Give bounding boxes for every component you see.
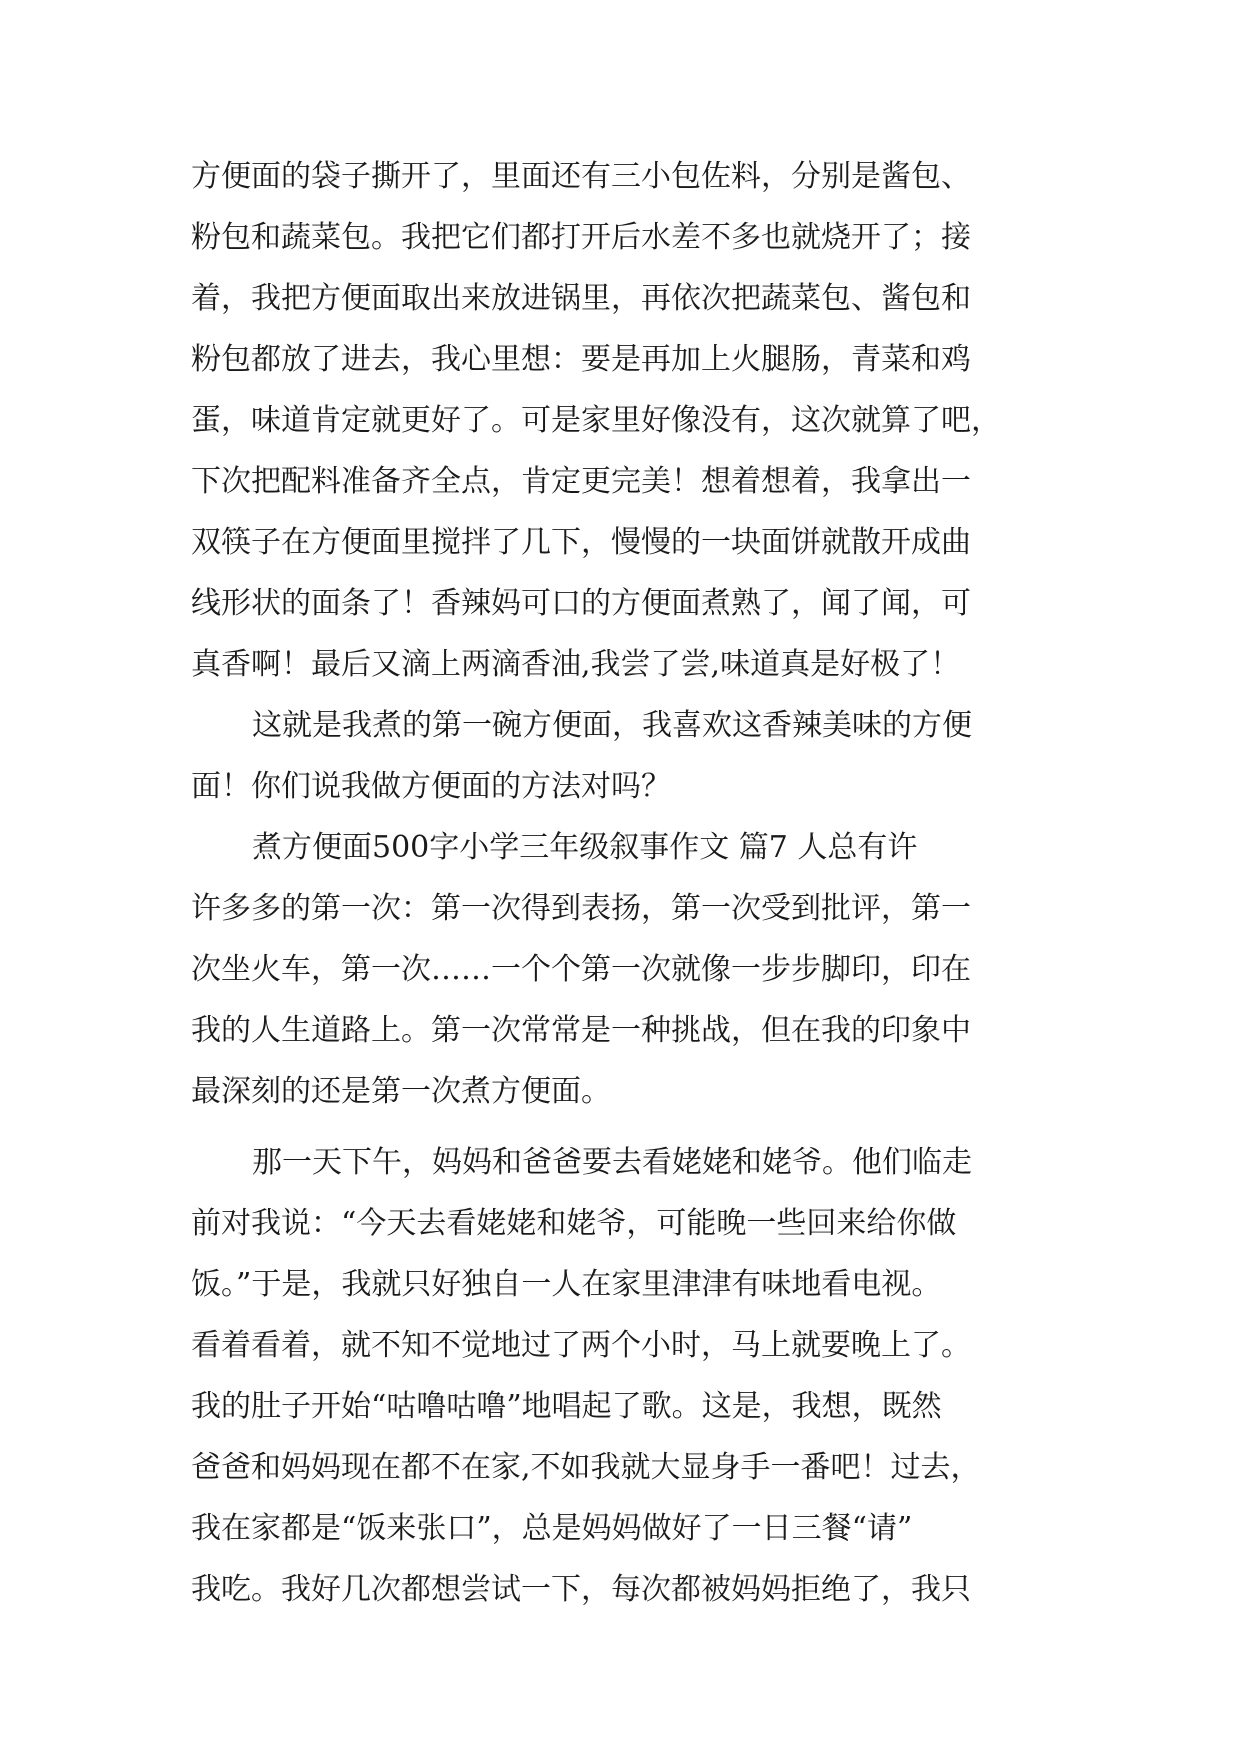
paragraph-1 bbox=[191, 146, 1071, 695]
text-line: 我在家都是“饭来张口”，总是妈妈做好了一日三餐“请” bbox=[191, 1511, 913, 1546]
text-line: 线形状的面条了！香辣妈可口的方便面煮熟了，闻了闻，可 bbox=[191, 586, 971, 621]
text-line: 着，我把方便面取出来放进锅里，再依次把蔬菜包、酱包和 bbox=[191, 281, 971, 316]
text-line: 许多多的第一次：第一次得到表扬，第一次受到批评，第一 bbox=[191, 891, 971, 926]
text-line: 我吃。我好几次都想尝试一下，每次都被妈妈拒绝了，我只 bbox=[191, 1572, 971, 1607]
text-line: 蛋，味道肯定就更好了。可是家里好像没有，这次就算了吧， bbox=[191, 403, 1001, 438]
text-line: 饭。”于是，我就只好独自一人在家里津津有味地看电视。 bbox=[191, 1267, 942, 1302]
text-line: 爸爸和妈妈现在都不在家,不如我就大显身手一番吧！过去， bbox=[191, 1450, 981, 1485]
text-line: 看着看着，就不知不觉地过了两个小时，马上就要晚上了。 bbox=[191, 1328, 971, 1363]
text-line: 最深刻的还是第一次煮方便面。 bbox=[191, 1074, 611, 1109]
text-line: 真香啊！最后又滴上两滴香油,我尝了尝,味道真是好极了！ bbox=[191, 647, 961, 682]
paragraph-3 bbox=[191, 817, 1071, 1122]
text-line: 那一天下午，妈妈和爸爸要去看姥姥和姥爷。他们临走 bbox=[252, 1145, 972, 1180]
paragraph-spacer bbox=[191, 1122, 1071, 1132]
text-line: 粉包都放了进去，我心里想：要是再加上火腿肠，青菜和鸡 bbox=[191, 342, 971, 377]
text-line: 次坐火车，第一次……一个个第一次就像一步步脚印，印在 bbox=[191, 952, 971, 987]
paragraph-4 bbox=[191, 1132, 1071, 1620]
text-line: 煮方便面500字小学三年级叙事作文 篇7 人总有许 bbox=[252, 830, 918, 865]
paragraph-2 bbox=[191, 695, 1071, 817]
text-line: 这就是我煮的第一碗方便面，我喜欢这香辣美味的方便 bbox=[252, 708, 972, 743]
text-line: 我的肚子开始“咕噜咕噜”地唱起了歌。这是，我想，既然 bbox=[191, 1389, 942, 1424]
text-line: 方便面的袋子撕开了，里面还有三小包佐料，分别是酱包、 bbox=[191, 159, 971, 194]
text-line: 面！你们说我做方便面的方法对吗？ bbox=[191, 769, 671, 804]
text-line: 前对我说：“今天去看姥姥和姥爷，可能晚一些回来给你做 bbox=[191, 1206, 957, 1241]
text-line: 粉包和蔬菜包。我把它们都打开后水差不多也就烧开了；接 bbox=[191, 220, 971, 255]
text-line: 双筷子在方便面里搅拌了几下，慢慢的一块面饼就散开成曲 bbox=[191, 525, 971, 560]
document-body bbox=[191, 146, 1071, 1620]
text-line: 我的人生道路上。第一次常常是一种挑战，但在我的印象中 bbox=[191, 1013, 971, 1048]
text-line: 下次把配料准备齐全点，肯定更完美！想着想着，我拿出一 bbox=[191, 464, 971, 499]
